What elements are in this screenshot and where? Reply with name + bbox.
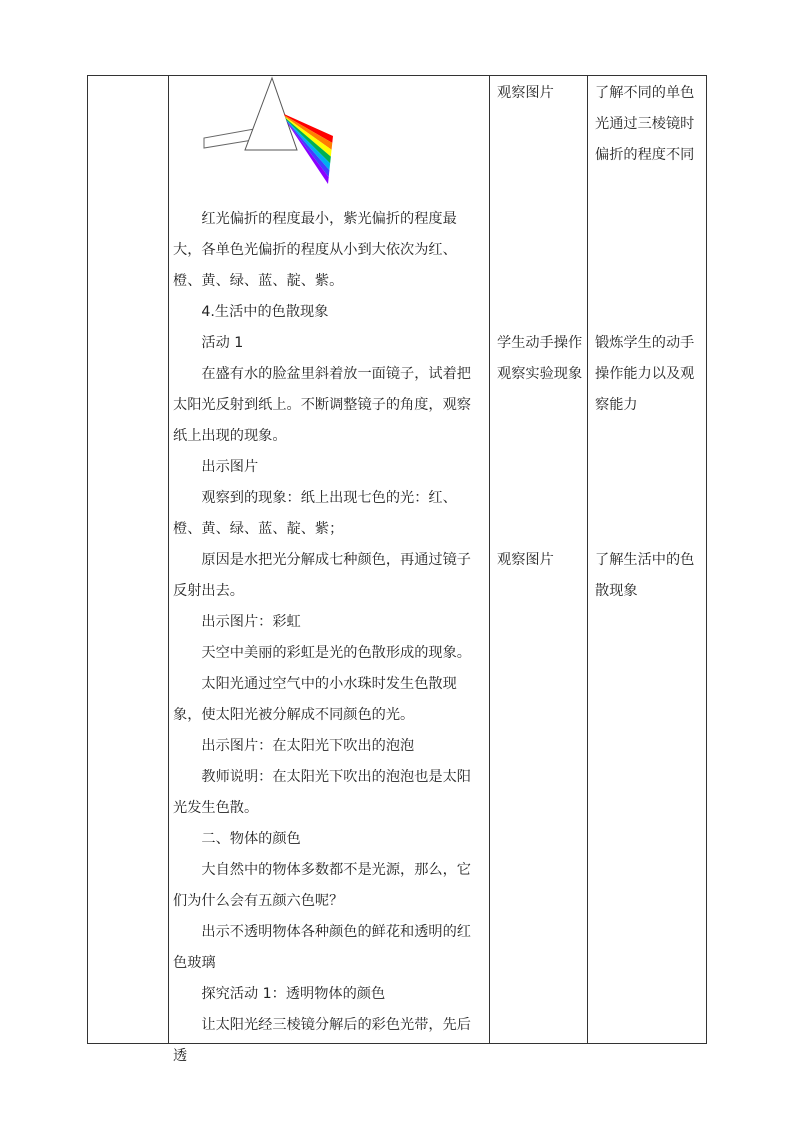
prism-triangle: [245, 78, 297, 150]
teaching-content-cell: [169, 76, 489, 1064]
paragraph: 出示图片：在太阳光下吹出的泡泡: [201, 738, 415, 754]
paragraph: 红光偏折的程度最小，紫光偏折的程度最大，各单色光偏折的程度从小到大依次为红、橙、黄、绿、蓝、靛、紫。: [173, 211, 457, 289]
student-activity-cell: [490, 76, 587, 1043]
intent-text: 锻炼学生的动手操作能力以及观察能力: [595, 335, 695, 413]
intent-text: 了解不同的单色光通过三棱镜时偏折的程度不同: [595, 85, 695, 163]
paragraph: 在盛有水的脸盆里斜着放一面镜子，试着把太阳光反射到纸上。不断调整镜子的角度，观察纸上出现的现象。: [173, 366, 471, 444]
paragraph: 出示不透明物体各种颜色的鲜花和透明的红色玻璃: [173, 924, 471, 971]
paragraph: 让太阳光经三棱镜分解后的彩色光带，先后透: [173, 1017, 471, 1064]
paragraph: 大自然中的物体多数都不是光源，那么，它们为什么会有五颜六色呢？: [173, 862, 471, 909]
lesson-table: [87, 75, 707, 1064]
paragraph: 出示图片: [201, 459, 259, 475]
paragraph: 观察到的现象：纸上出现七色的光：红、橙、黄、绿、蓝、靛、紫；: [173, 490, 457, 537]
activity-text: 学生动手操作观察实验现象: [497, 335, 583, 382]
paragraph: 教师说明：在太阳光下吹出的泡泡也是太阳光发生色散。: [173, 769, 471, 816]
activity-text: 观察图片: [497, 552, 554, 568]
section-heading: 二、物体的颜色: [201, 831, 301, 847]
prism-dispersion-figure: [202, 76, 334, 186]
intent-text: 了解生活中的色散现象: [595, 552, 695, 599]
activity-label: 活动 1: [201, 335, 244, 351]
activity-text: 观察图片: [497, 85, 554, 101]
section-heading: 4.生活中的色散现象: [201, 304, 329, 320]
paragraph: 出示图片：彩虹: [201, 614, 301, 630]
paragraph: 原因是水把光分解成七种颜色，再通过镜子反射出去。: [173, 552, 471, 599]
paragraph: 太阳光通过空气中的小水珠时发生色散现象，使太阳光被分解成不同颜色的光。: [173, 676, 457, 723]
paragraph: 天空中美丽的彩虹是光的色散形成的现象。: [201, 645, 471, 661]
paragraph: 探究活动 1：透明物体的颜色: [201, 986, 386, 1002]
design-intent-cell: [588, 76, 707, 1043]
